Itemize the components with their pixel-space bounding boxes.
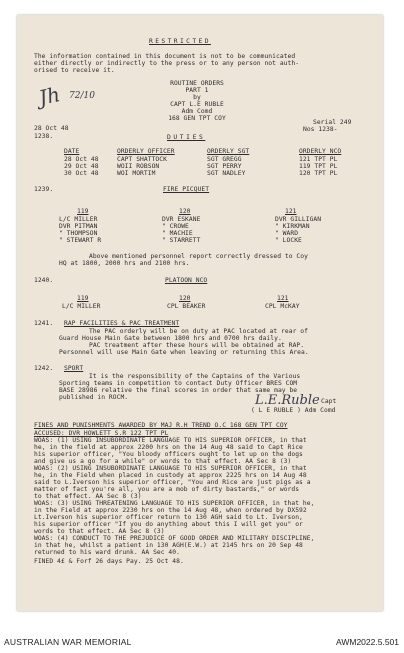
charge-line: and give us a go for a while" or words to that effect. AA Sec 8 (3) [34, 458, 292, 465]
archive-accession-number: AWM2022.5.501 [336, 637, 399, 647]
charge-line: matter of fact you're all, you are a mob of dirty bastards," or words [34, 486, 300, 493]
platoon-col-121: 121 [277, 295, 289, 302]
duties-col-sgt: ORDERLY SGT [207, 148, 250, 155]
charge-line: words to that effect. AA Sec 8 (3) [34, 528, 165, 535]
duties-col-date: DATE [64, 148, 80, 155]
duties-cell: 29 Oct 48 [64, 163, 99, 170]
sport-line: BASE 28986 relative the final scores in order that same may be [59, 387, 298, 394]
duties-cell: WOI MORTIM [117, 170, 156, 177]
fire-entry: DVR ESKANE [162, 216, 201, 223]
fire-picquet-title: FIRE PICQUET [163, 186, 210, 193]
fines-title: FINES AND PUNISHMENTS AWARDED BY MAJ R.H TREND O.C 168 GEN TPT COY [34, 422, 288, 429]
fire-entry: DVR PITMAN [59, 223, 98, 230]
order-officer: CAPT L.E RUBLE [170, 101, 224, 108]
archive-footer [0, 614, 404, 653]
fire-entry: DVR GILLIGAN [275, 216, 322, 223]
duties-cell: 120 TPT PL [299, 170, 338, 177]
duties-cell: SGT GREGG [207, 156, 242, 163]
charge-line: to that effect. AA Sec 8 (3) [34, 493, 142, 500]
duties-col-officer: ORDERLY OFFICER [117, 148, 175, 155]
commander-signature: L.E.Ruble [255, 393, 320, 408]
charge-line: he, in the field at approx 2200 hrs on the 14 Aug 48 said to Capt Rice [34, 444, 303, 451]
rap-line: PAC treatment after these hours will be obtained at RAP. [89, 342, 305, 349]
charge-line: WOAS: (3) USING THREATENING LANGUAGE TO HIS SUPERIOR OFFICER, in that he, [34, 500, 315, 507]
charge-line: WOAS: (4) CONDUCT TO THE PREJUDICE OF GOOD ORDER AND MILITARY DISCIPLINE, [34, 535, 315, 542]
sport-line: Sporting teams in competition to contact Duty Officer BRES COM [59, 380, 298, 387]
caveat-line-2: either directly or indirectly to the press or to any person not auth- [34, 60, 300, 67]
duties-title: DUTIES [167, 134, 206, 141]
charge-line: Lt.Iverson his superior officer return to 130 AGH said to Lt. Iverson, [34, 514, 303, 521]
fines-award: FINED 4£ & Forf 26 days Pay. 25 Oct 48. [34, 558, 184, 565]
caveat-line-1: The information contained in this document is not to be communicated [34, 53, 296, 60]
charge-line: his superior officer, "You bloody officers ought to let up on the dogs [34, 451, 303, 458]
signature-block: ( L E RUBLE ) Adm Comd [251, 407, 336, 414]
platoon-entry: CPL McKAY [265, 303, 300, 310]
duties-cell: WOII ROBSON [117, 163, 160, 170]
platoon-nco-title: PLATOON NCO [165, 277, 208, 284]
sport-line: It is the responsibility of the Captains of the Various [89, 373, 301, 380]
fire-col-119: 119 [77, 208, 89, 215]
handwritten-annotation: 72/10 [69, 91, 95, 101]
fire-note-line-1: Above mentioned personnel report correctly dressed to Coy [89, 253, 308, 260]
sport-line: published in ROCM. [59, 394, 129, 401]
order-part: PART 1 [185, 87, 209, 94]
order-unit: 168 GEN TPT COY [168, 115, 226, 122]
platoon-col-120: 120 [179, 295, 191, 302]
duties-cell: 30 Oct 48 [64, 170, 99, 177]
fire-note-line-2: HQ at 1800, 2000 hrs and 2100 hrs. [59, 260, 190, 267]
platoon-entry: CPL BEAKER [167, 303, 206, 310]
fire-entry: " LOCKE [275, 237, 302, 244]
charge-line: returned to his ward drunk. AA Sec 40. [34, 549, 180, 556]
platoon-entry: L/C MILLER [62, 303, 101, 310]
item-number-1242: 1242. [34, 365, 54, 372]
document-page [17, 15, 383, 611]
order-numbers: Nos 1238- [303, 126, 338, 133]
rap-line: Personnel will use Main Gate when leaving or returning this Area. [59, 349, 309, 356]
charge-line: said to L.Iverson his superior officer, "You and Rice are just pigs as a [34, 479, 311, 486]
item-number-1239: 1239. [34, 186, 54, 193]
handwritten-signature: Jh [36, 82, 63, 110]
fire-entry: " STARRETT [162, 237, 201, 244]
charge-line: WOAS: (2) USING INSUBORDINATE LANGUAGE TO HIS SUPERIOR OFFICER, in that [34, 465, 307, 472]
duties-cell: CAPT SHATTOCK [117, 156, 167, 163]
duties-cell: SGT NADLEY [207, 170, 246, 177]
fire-entry: L/C MILLER [59, 216, 98, 223]
signature-rank: Capt [321, 398, 337, 405]
order-title: ROUTINE ORDERS [170, 80, 224, 87]
fire-col-121: 121 [285, 208, 297, 215]
caveat-line-3: orised to receive it. [34, 67, 115, 74]
duties-cell: 119 TPT PL [299, 163, 338, 170]
platoon-col-119: 119 [77, 295, 89, 302]
rap-title: RAP FACILITIES & PAC TREATMENT [64, 320, 180, 327]
classification-heading: RESTRICTED [149, 38, 211, 45]
item-number-1238: 1238. [34, 133, 54, 140]
duties-cell: SGT PERRY [207, 163, 242, 170]
fire-col-120: 120 [179, 208, 191, 215]
fire-entry: " KIRKMAN [275, 223, 310, 230]
duties-cell: 28 Oct 48 [64, 156, 99, 163]
fire-entry: " STEWART R [59, 237, 102, 244]
duties-col-nco: ORDERLY NCO [299, 148, 342, 155]
sport-title: SPORT [64, 365, 84, 372]
rap-line: The PAC orderly will be on duty at PAC located at rear of [89, 328, 308, 335]
duties-cell: 121 TPT PL [299, 156, 338, 163]
charge-line: he, in the Field when placed in custody at approx 2225 hrs on 14 Aug 48 [34, 472, 307, 479]
archive-credit: AUSTRALIAN WAR MEMORIAL [4, 637, 132, 647]
item-number-1240: 1240. [34, 277, 54, 284]
fire-entry: " MACHIE [162, 230, 193, 237]
rap-line: Guard House Main Gate between 1800 hrs and 0700 hrs daily. [59, 335, 282, 342]
charge-line: in the Field at approx 2230 hrs on the 14 Aug 48, when ordered by DX592 [34, 507, 307, 514]
fire-entry: " WARD [275, 230, 299, 237]
charge-line: in that he, whilst a patient in 130 AGH(E.W.) at 2145 hrs on 20 Sep 48 [34, 542, 303, 549]
charge-line: WOAS: (1) USING INSUBORDINATE LANGUAGE TO HIS SUPERIOR OFFICER, in that [34, 437, 307, 444]
order-by: by [193, 94, 201, 101]
fire-entry: " CROWE [162, 223, 189, 230]
order-date: 28 Oct 48 [34, 125, 69, 132]
order-role: Adm Comd [181, 108, 213, 115]
item-number-1241: 1241. [34, 320, 54, 327]
serial-number: Serial 249 [313, 119, 352, 126]
charge-line: his superior officer "If you do anything about this I will get you" or [34, 521, 303, 528]
fines-accused: ACCUSED: DVR HOWLETT S.R 122 TPT PL [34, 430, 169, 437]
fire-entry: " THOMPSON [59, 230, 98, 237]
